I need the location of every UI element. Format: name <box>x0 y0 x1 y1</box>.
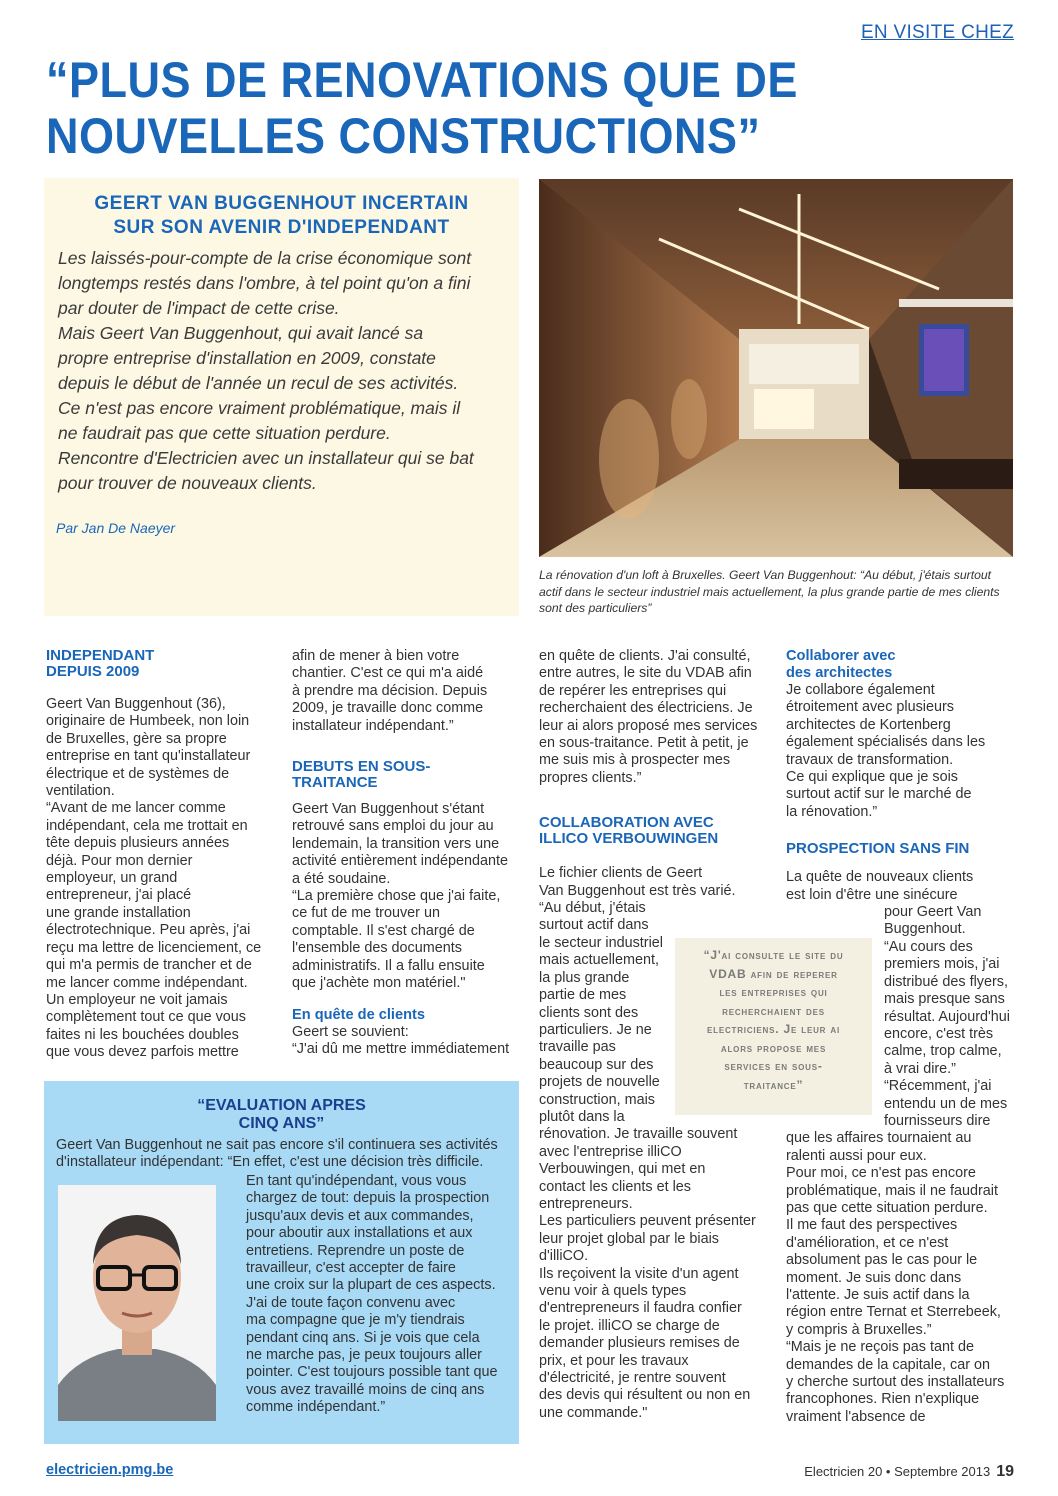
intro-box <box>44 178 519 616</box>
text-line: En tant qu'indépendant, vous vous <box>246 1173 467 1189</box>
page-number: 19 <box>996 1463 1014 1480</box>
text-line: Un employeur ne voit jamais <box>46 991 228 1008</box>
text-line: venu voir à quels types <box>539 1283 687 1299</box>
text-line: propres clients.” <box>539 769 642 786</box>
lead-line: Rencontre d'Electricien avec un installateur qui se bat <box>58 448 474 468</box>
text-line: Geert Van Buggenhout ne sait pas encore s'il continuera ses activités <box>56 1137 498 1153</box>
text-line: Pour moi, ce n'est pas encore <box>786 1165 976 1182</box>
heading-line: ILLICO VERBOUWINGEN <box>539 830 719 848</box>
lead-line: par douter de l'impact de cette crise. <box>58 298 340 318</box>
text-line: J'ai de toute façon convenu avec <box>246 1294 456 1311</box>
text-line: Verbouwingen, qui met en <box>539 1161 706 1178</box>
caption-line: actif dans le secteur industriel mais actuellement, la plus grande partie de mes clients <box>539 584 1000 599</box>
text-line: entre autres, le site du VDAB afin <box>539 665 752 682</box>
text-line: d'illiCO. <box>539 1248 589 1265</box>
pull-quote <box>675 938 872 1115</box>
text-line: retrouvé sans emploi du jour au <box>292 818 494 835</box>
evaluation-box <box>44 1081 519 1444</box>
text-line: recherchaient des électriciens. Je <box>539 700 753 717</box>
quote-line: electriciens. Je leur ai <box>707 1022 840 1036</box>
text-line: la plus grande <box>539 969 630 986</box>
text-line: lendemain, la transition vers une <box>292 835 500 852</box>
intro-lead <box>58 246 505 496</box>
lead-line: depuis le début de l'année un recul de ses activités. <box>58 373 459 393</box>
subheading-quete: En quête de clients <box>292 1006 425 1023</box>
loft-illustration <box>539 179 1013 557</box>
text-line: “Au début, j'étais <box>539 900 646 917</box>
footer-issue <box>804 1463 1014 1481</box>
text-line: administratifs. Il a fallu ensuite <box>292 957 485 974</box>
text-line: francophones. Rien n'explique <box>786 1391 980 1408</box>
text-line: l'ensemble des documents <box>292 940 462 957</box>
text-line: que vous devez parfois mettre <box>46 1044 239 1061</box>
evaluation-heading <box>44 1097 519 1133</box>
heading-prospection: PROSPECTION SANS FIN <box>786 840 970 858</box>
text-line: l'attente. Je suis actif dans la <box>786 1287 970 1303</box>
text-line: “Au cours des <box>884 938 973 955</box>
text-line: pendant cinq ans. Si je vois que cela <box>246 1329 480 1346</box>
heading-independant <box>46 648 271 680</box>
text-line: surtout actif sur le marché de <box>786 786 972 803</box>
text-line: vraiment l'absence de <box>786 1408 926 1425</box>
title-line-1: “PLUS DE RENOVATIONS QUE DE <box>46 50 798 108</box>
text-line: qui m'a permis de trancher et de <box>46 957 252 974</box>
text-line: pas que cette situation perdure. <box>786 1199 988 1216</box>
text-line: 2009, je travaille donc comme <box>292 700 484 717</box>
heading-collaboration <box>539 815 767 847</box>
text-line: fournisseurs dire <box>884 1112 991 1129</box>
text-line: à prendre ma décision. Depuis <box>292 682 488 699</box>
text-line: demander plusieurs remises de <box>539 1335 740 1352</box>
text-line: clients sont des <box>539 1004 639 1021</box>
quote-line: VDAB afin de reperer <box>709 966 838 981</box>
text-line: ventilation. <box>46 783 115 800</box>
text-line: prix, et pour les travaux <box>539 1352 689 1369</box>
text-line: entreprise en tant qu'installateur <box>46 748 251 765</box>
text-line: également spécialisés dans les <box>786 734 986 751</box>
intro-subtitle-line: SUR SON AVENIR D'INDEPENDANT <box>113 217 450 238</box>
text-line: électrique et de systèmes de <box>46 765 230 782</box>
text-line: ce fut de me trouver un <box>292 905 440 922</box>
text-line: premiers mois, j'ai <box>884 956 1000 973</box>
photo-caption <box>539 567 1009 617</box>
column-2 <box>292 648 522 1058</box>
section-tag[interactable]: EN VISITE CHEZ <box>860 22 1014 43</box>
text-line: de repérer les entreprises qui <box>539 682 727 699</box>
text-line: pointer. C'est toujours possible tant que <box>246 1364 498 1381</box>
issue-text: Electricien 20 • Septembre 2013 <box>804 1464 991 1479</box>
text-line: architectes de Kortenberg <box>786 716 951 733</box>
text-line: faites ni les bouchées doubles <box>46 1026 239 1043</box>
quote-line: les entreprises qui <box>719 985 828 999</box>
title-line-2: NOUVELLES CONSTRUCTIONS” <box>46 106 761 164</box>
text-line: “Mais je ne reçois pas tant de <box>786 1339 974 1356</box>
text-line: entrepreneurs. <box>539 1195 633 1212</box>
text-line: région entre Ternat et Sterrebeek, <box>786 1304 1001 1321</box>
intro-subtitle-line: GEERT VAN BUGGENHOUT INCERTAIN <box>94 193 469 214</box>
text-line: à vrai dire.” <box>884 1060 956 1077</box>
text-line: travaux de transformation. <box>786 751 954 768</box>
text-line: Je collabore également <box>786 682 935 698</box>
text-line: reçu ma lettre de licenciement, ce <box>46 939 262 956</box>
text-line: demandes de la capitale, car on <box>786 1356 990 1373</box>
text-line: la rénovation.” <box>786 803 878 820</box>
text-line: leur projet global par le biais <box>539 1230 719 1247</box>
text-line: calme, trop calme, <box>884 1043 1002 1060</box>
text-line: originaire de Humbeek, non loin <box>46 713 250 730</box>
text-line: travaille pas <box>539 1039 616 1056</box>
text-line: y compris à Bruxelles.” <box>786 1321 932 1338</box>
text-line: déjà. Pour mon dernier <box>46 852 193 869</box>
text-line: complètement tout ce que vous <box>46 1009 246 1026</box>
text-line: une commande." <box>539 1404 648 1421</box>
text-line: étroitement avec plusieurs <box>786 699 954 716</box>
text-line: d'amélioration, et ce n'est <box>786 1234 949 1251</box>
text-line: Il me faut des perspectives <box>786 1217 958 1234</box>
text-line: a été soudaine. <box>292 870 391 887</box>
col1-text <box>46 696 271 1062</box>
lead-line: longtemps restés dans l'ombre, à tel point qu'on a fini <box>58 273 471 293</box>
column-1 <box>46 648 271 1062</box>
text-line: Van Buggenhout est très varié. <box>539 882 736 899</box>
text-line: employeur, un grand <box>46 870 178 887</box>
lead-line: ne faudrait pas que cette situation perdure. <box>58 423 391 443</box>
text-line: moment. Je suis donc dans <box>786 1269 962 1286</box>
page-title <box>46 52 1026 164</box>
text-line: mais presque sans <box>884 991 1005 1008</box>
text-line: Ils reçoivent la visite d'un agent <box>539 1265 739 1282</box>
byline: Par Jan De Naeyer <box>56 520 176 536</box>
text-line: Les particuliers peuvent présenter <box>539 1213 756 1230</box>
heading-line: “EVALUATION APRES <box>197 1097 366 1114</box>
text-line: que les affaires tournaient au <box>786 1130 972 1147</box>
text-line: en quête de clients. J'ai consulté, <box>539 648 751 664</box>
text-line: La quête de nouveaux clients <box>786 869 974 886</box>
loft-photo <box>539 179 1013 557</box>
heading-line: INDEPENDANT <box>46 647 155 664</box>
text-line: avec l'entreprise illiCO <box>539 1143 682 1160</box>
text-line: en sous-traitance. Petit à petit, je <box>539 735 749 752</box>
text-line: plutôt dans la <box>539 1108 625 1125</box>
footer-site-link[interactable]: electricien.pmg.be <box>46 1462 174 1478</box>
text-line: le secteur industriel <box>539 934 663 951</box>
text-line: Le fichier clients de Geert <box>539 865 703 882</box>
quote-line: traitance” <box>743 1077 804 1092</box>
lead-line: propre entreprise d'installation en 2009, constate <box>58 348 436 368</box>
text-line: une grande installation <box>46 904 191 921</box>
text-line: ma compagne que je m'y tiendrais <box>246 1312 465 1329</box>
portrait-photo <box>58 1185 216 1421</box>
text-line: absolument pas le cas pour le <box>786 1252 978 1269</box>
text-line: pour Geert Van <box>884 904 982 921</box>
text-line: “La première chose que j'ai faite, <box>292 888 501 905</box>
text-line: afin de mener à bien votre <box>292 648 460 664</box>
text-line: entretiens. Reprendre un poste de <box>246 1242 465 1259</box>
text-line: Buggenhout. <box>884 921 966 938</box>
text-line: Geert se souvient: <box>292 1023 409 1040</box>
quote-line: services en sous- <box>724 1059 823 1073</box>
text-line: entendu un de mes <box>884 1095 1008 1112</box>
text-line: indépendant, cela me trottait en <box>46 817 248 834</box>
heading-line: des architectes <box>786 665 893 681</box>
text-line: “Récemment, j'ai <box>884 1078 992 1095</box>
text-line: encore, c'est très <box>884 1025 994 1042</box>
text-line: entrepreneur, j'ai placé <box>46 887 192 904</box>
box-intro-text <box>56 1137 511 1172</box>
text-line: des devis qui résultent ou non en <box>539 1387 751 1404</box>
text-line: y cherche surtout des installateurs <box>786 1374 1005 1391</box>
text-line: surtout actif dans <box>539 917 649 934</box>
text-line: ne marche pas, je peux toujours aller <box>246 1347 482 1364</box>
lead-line: Les laissés-pour-compte de la crise économique sont <box>58 248 472 268</box>
text-line: mais actuellement, <box>539 952 659 969</box>
text-line: comptable. Il s'est chargé de <box>292 922 475 939</box>
text-line: d'installateur indépendant: “En effet, c'est une décision très difficile. <box>56 1154 484 1171</box>
text-line: particuliers. Je ne <box>539 1021 652 1038</box>
portrait-illustration <box>58 1185 216 1421</box>
text-line: chantier. C'est ce qui m'a aidé <box>292 665 484 682</box>
quote-line: alors propose mes <box>720 1040 827 1055</box>
text-line: Geert Van Buggenhout s'étant <box>292 801 485 818</box>
text-line: me suis mis à prospecter mes <box>539 752 731 769</box>
heading-line: COLLABORATION AVEC <box>539 814 714 832</box>
text-line: beaucoup sur des <box>539 1056 654 1073</box>
text-line: est loin d'être une sinécure <box>786 886 958 903</box>
caption-line: La rénovation d'un loft à Bruxelles. Geert Van Buggenhout: “Au début, j'étais surtout <box>539 568 992 582</box>
text-line: jusqu'aux devis et aux commandes, <box>246 1207 474 1224</box>
quote-line: recherchaient des <box>722 1003 825 1018</box>
text-line: tête depuis plusieurs années <box>46 835 230 852</box>
text-line: rénovation. Je travaille souvent <box>539 1126 738 1143</box>
heading-line: DEPUIS 2009 <box>46 663 140 680</box>
lead-line: Mais Geert Van Buggenhout, qui avait lancé sa <box>58 323 424 343</box>
text-line: d'entrepreneurs il faudra confier <box>539 1300 742 1317</box>
box-narrow-text <box>246 1173 516 1417</box>
text-line: pour aboutir aux installations et aux <box>246 1225 473 1242</box>
heading-line: DEBUTS EN SOUS- <box>292 758 431 776</box>
lead-line: Ce n'est pas encore vraiment problématique, mais il <box>58 398 461 418</box>
text-line: Geert Van Buggenhout (36), <box>46 696 226 712</box>
heading-line: Collaborer avec <box>786 648 896 664</box>
text-line: une croix sur la plupart de ces aspects. <box>246 1277 496 1294</box>
text-line: construction, mais <box>539 1091 655 1108</box>
text-line: travailleur, c'est accepter de faire <box>246 1260 456 1277</box>
heading-debuts <box>292 759 522 791</box>
text-line: électrotechnique. Peu après, j'ai <box>46 922 251 939</box>
text-line: problématique, mais il ne faudrait <box>786 1182 998 1199</box>
text-line: de Bruxelles, gère sa propre <box>46 730 227 747</box>
quote-line: “J'ai consulte le site du <box>703 948 844 962</box>
text-line: que j'achète mon matériel." <box>292 975 466 992</box>
heading-line: TRAITANCE <box>292 774 378 792</box>
heading-line: CINQ ANS” <box>238 1115 325 1132</box>
text-line: me lancer comme indépendant. <box>46 974 248 991</box>
text-line: “J'ai dû me mettre immédiatement <box>292 1040 510 1057</box>
text-line: leur ai alors proposé mes services <box>539 717 758 734</box>
subheading-architectes <box>786 648 1016 682</box>
text-line: distribué des flyers, <box>884 973 1008 990</box>
text-line: vous avez travaillé moins de cinq ans <box>246 1381 485 1398</box>
text-line: chargez de tout: depuis la prospection <box>246 1190 490 1207</box>
text-line: résultat. Aujourd'hui <box>884 1008 1010 1025</box>
caption-line: sont des particuliers” <box>539 601 652 615</box>
text-line: le projet. illiCO se charge de <box>539 1317 720 1334</box>
text-line: partie de mes <box>539 987 627 1004</box>
text-line: d'électricité, je rentre souvent <box>539 1370 726 1387</box>
text-line: activité entièrement indépendante <box>292 853 509 870</box>
text-line: contact les clients et les <box>539 1178 691 1195</box>
text-line: ralenti aussi pour eux. <box>786 1147 927 1164</box>
text-line: projets de nouvelle <box>539 1074 660 1091</box>
text-line: Ce qui explique que je sois <box>786 769 958 786</box>
text-line: installateur indépendant.” <box>292 717 454 734</box>
text-line: “Avant de me lancer comme <box>46 800 226 817</box>
text-line: comme indépendant.” <box>246 1399 386 1416</box>
intro-subtitle <box>44 192 519 240</box>
lead-line: pour trouver de nouveaux clients. <box>58 473 317 493</box>
